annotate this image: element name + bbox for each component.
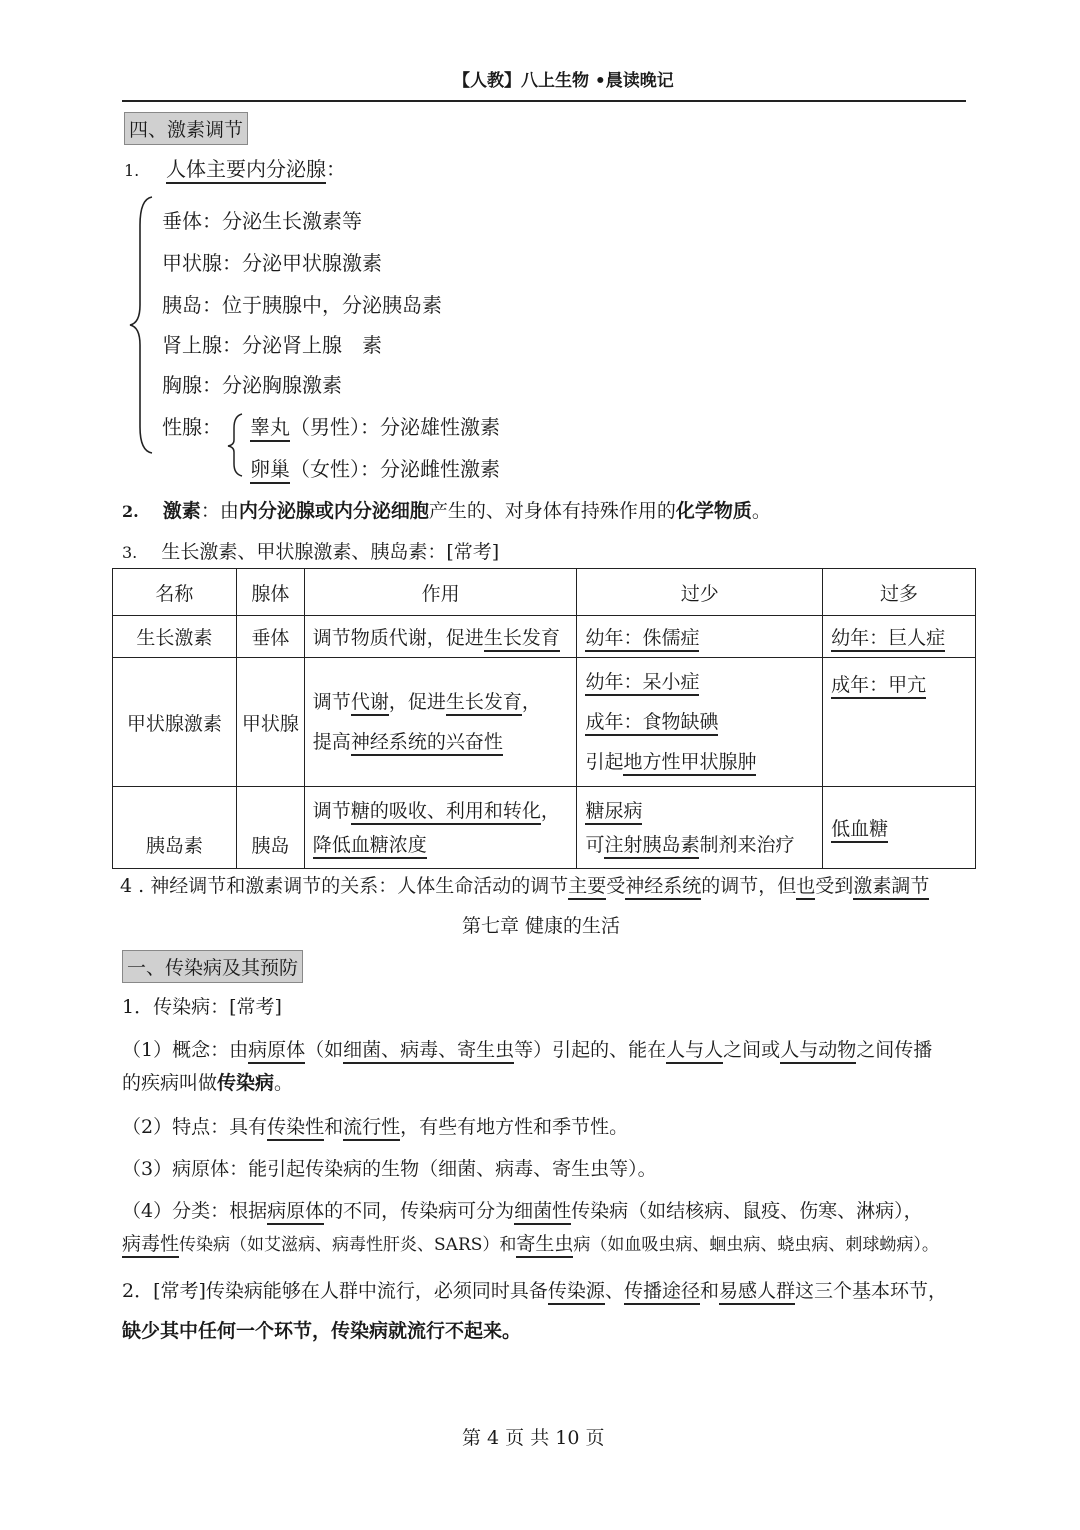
item-1 xyxy=(124,153,346,182)
cell-text: 代谢 xyxy=(351,691,389,716)
item-3-num: 3. xyxy=(122,543,138,562)
item-3-text: 生长激素、甲状腺激素、胰岛素：[常考] xyxy=(161,541,500,563)
para-text: （4）分类：根据 xyxy=(122,1200,268,1222)
page-header-title: 【人教】八上生物 •晨读晚记 xyxy=(453,71,674,91)
para-text: 易感人群 xyxy=(719,1280,795,1305)
header-rule xyxy=(122,100,966,102)
cell-line xyxy=(585,828,814,862)
para-text: 、 xyxy=(604,1280,624,1302)
item-4-text: 4 . 神经调节和激素调节的关系：人体生命活动的调节 xyxy=(120,875,569,897)
sec1-item-2 xyxy=(122,1276,947,1303)
chapter-title: 第七章 健康的生活 xyxy=(462,915,621,937)
item-2 xyxy=(122,496,771,523)
para-text: 传播途径 xyxy=(624,1280,700,1305)
table-cell xyxy=(577,616,823,658)
cell-line xyxy=(313,682,569,722)
table-cell xyxy=(823,616,976,658)
sec1-item-1: 1．传染病：[常考] xyxy=(122,996,282,1018)
item-2-term: 激素 xyxy=(162,500,201,522)
item-2-text: 产生的、对身体有持殊作用的 xyxy=(428,500,676,522)
item-4-text: 也 xyxy=(796,875,815,900)
para-text: 的疾病叫做 xyxy=(122,1072,218,1094)
table-header: 作用 xyxy=(304,569,577,616)
para-text: 传染病（如艾滋病、病毒性肝炎、SARS）和 xyxy=(179,1235,517,1255)
cell-text: 地方性甲状腺肿 xyxy=(623,751,756,776)
sec1-para-1-cont xyxy=(122,1068,293,1095)
cell-text: ， xyxy=(540,799,560,822)
sec1-para-4-cont xyxy=(122,1229,939,1256)
gland-list-item: 肾上腺：分泌肾上腺 素 xyxy=(162,333,382,357)
section-4-title: 四、激素调节 xyxy=(124,112,248,145)
gland-list-item: 垂体：分泌生长激素等 xyxy=(162,209,362,233)
cell-text: 提高 xyxy=(312,731,351,753)
cell-line xyxy=(585,702,814,742)
table-row xyxy=(113,787,976,869)
table-header: 腺体 xyxy=(236,569,304,616)
para-text: 病原体 xyxy=(267,1200,324,1225)
item-1-colon: ： xyxy=(325,157,346,181)
testis-term: 睾丸 xyxy=(250,415,290,442)
cell-text: 注射胰岛素 xyxy=(604,834,699,859)
para-text: 流行性 xyxy=(343,1116,400,1141)
cell-line xyxy=(313,794,569,828)
cell-text: 糖的吸收、利用和转化 xyxy=(351,800,541,825)
para-text: （2）特点：具有 xyxy=(122,1116,268,1138)
gonad-label: 性腺： xyxy=(162,415,222,439)
para-text: （如 xyxy=(305,1039,344,1061)
table-cell: 甲状腺 xyxy=(236,658,304,787)
para-text: 细菌、病毒、寄生虫 xyxy=(343,1039,514,1064)
para-text: 2．[常考]传染病能够在人群中流行，必须同时具备 xyxy=(122,1280,548,1302)
sec1-para-2 xyxy=(122,1112,628,1139)
table-cell: 垂体 xyxy=(236,616,304,658)
table-cell xyxy=(304,787,577,869)
gonad-male xyxy=(250,411,500,440)
table-row xyxy=(113,616,976,658)
cell-text: 调节 xyxy=(312,691,351,713)
cell-line xyxy=(313,828,569,862)
section-1-title: 一、传染病及其预防 xyxy=(122,950,303,983)
item-4-text: 受到 xyxy=(815,875,854,897)
table-row xyxy=(113,658,976,787)
cell-text: 成年：甲亢 xyxy=(831,674,926,699)
cell-line xyxy=(585,794,814,828)
page-footer: 第 4 页 共 10 页 xyxy=(462,1427,605,1449)
cell-text: 可 xyxy=(585,833,605,856)
cell-text: 幼年：呆小症 xyxy=(585,671,699,696)
table-cell xyxy=(304,658,577,787)
cell-line xyxy=(313,722,569,762)
para-text: 寄生虫 xyxy=(516,1233,573,1258)
cell-text: 神经系统的兴奋性 xyxy=(351,731,503,756)
cell-text: ，促进 xyxy=(388,691,446,713)
para-text: 之间或 xyxy=(723,1039,781,1061)
item-1-title: 人体主要内分泌腺 xyxy=(166,157,326,184)
cell-text: 制剂来治疗 xyxy=(699,833,795,856)
gland-list-item: 胰岛：位于胰腺中，分泌胰岛素 xyxy=(162,293,442,317)
para-text: 之间传播 xyxy=(856,1039,933,1061)
sec1-para-4 xyxy=(122,1196,923,1223)
item-4-text: 主要 xyxy=(568,875,606,900)
table-cell xyxy=(304,616,577,658)
item-4-text: 受 xyxy=(606,875,626,897)
cell-text: 幼年：巨人症 xyxy=(831,627,945,652)
cell-text: 糖尿病 xyxy=(585,800,642,825)
cell-line xyxy=(585,662,814,702)
para-text: 病（如血吸虫病、蛔虫病、蛲虫病、刺球蚴病）。 xyxy=(573,1235,939,1255)
hormone-table xyxy=(112,568,976,869)
para-text: （1）概念：由 xyxy=(122,1039,249,1061)
cell-text: 成年：食物缺碘 xyxy=(585,711,718,736)
item-4-text: 神经系统 xyxy=(625,875,701,900)
gonad-female xyxy=(250,453,500,482)
testis-desc: （男性）：分泌雄性激素 xyxy=(290,415,500,439)
cell-text: 调节 xyxy=(312,799,351,822)
cell-text: 引起 xyxy=(585,751,624,773)
gland-list-brace xyxy=(128,195,158,455)
table-cell: 生长激素 xyxy=(113,616,237,658)
table-cell: 甲状腺激素 xyxy=(113,658,237,787)
cell-text: 生长发育 xyxy=(484,627,560,652)
table-cell xyxy=(823,787,976,869)
table-cell xyxy=(577,658,823,787)
ovary-term: 卵巢 xyxy=(250,457,290,484)
item-1-num: 1. xyxy=(124,161,140,180)
item-3 xyxy=(122,537,499,564)
para-text: 传染病（如结核病、鼠疫、伤寒、淋病）， xyxy=(571,1200,923,1222)
table-header: 过多 xyxy=(823,569,976,616)
table-cell xyxy=(823,658,976,787)
sec1-para-1 xyxy=(122,1035,932,1062)
ovary-desc: （女性）：分泌雌性激素 xyxy=(290,457,500,481)
cell-text: 低血糖 xyxy=(831,818,888,843)
item-2-text: ：由 xyxy=(200,500,239,522)
cell-line xyxy=(585,742,814,782)
para-text: 病原体 xyxy=(248,1039,305,1064)
table-header-row xyxy=(113,569,976,616)
para-text: 细菌性 xyxy=(514,1200,571,1225)
para-text: 等）引起的、能在 xyxy=(514,1039,667,1061)
para-text: 的不同，传染病可分为 xyxy=(324,1200,515,1222)
item-4-text: 激素調节 xyxy=(853,875,929,900)
table-cell: 胰岛 xyxy=(236,787,304,869)
cell-text: 幼年：侏儒症 xyxy=(585,627,699,652)
para-text: 病毒性 xyxy=(122,1233,179,1258)
table-header: 名称 xyxy=(113,569,237,616)
cell-text: 降低血糖浓度 xyxy=(313,834,427,859)
para-text: 和 xyxy=(324,1116,344,1138)
table-cell: 胰岛素 xyxy=(113,787,237,869)
table-header: 过少 xyxy=(577,569,823,616)
sec1-para-3: （3）病原体：能引起传染病的生物（细菌、病毒、寄生虫等）。 xyxy=(122,1158,657,1180)
item-2-text: 化学物质 xyxy=(675,500,752,522)
para-text: 。 xyxy=(274,1072,294,1094)
para-text: 人与人 xyxy=(666,1039,723,1064)
item-2-text: 。 xyxy=(751,500,771,522)
item-4 xyxy=(120,871,929,898)
para-text: 这三个基本环节， xyxy=(795,1280,948,1302)
para-text: ，有些有地方性和季节性。 xyxy=(400,1116,629,1138)
para-text: 人与动物 xyxy=(780,1039,856,1064)
gonad-brace xyxy=(226,412,246,478)
cell-text: ， xyxy=(521,691,541,713)
para-text: 传染性 xyxy=(267,1116,324,1141)
para-text: 和 xyxy=(699,1280,719,1302)
cell-text: 调节物质代谢，促进 xyxy=(312,627,484,649)
cell-text: 生长发育 xyxy=(446,691,522,716)
gland-list-item: 甲状腺：分泌甲状腺激素 xyxy=(162,251,382,275)
para-text: 传染源 xyxy=(548,1280,605,1305)
table-cell xyxy=(577,787,823,869)
gland-list-item: 胸腺：分泌胸腺激素 xyxy=(162,373,342,397)
sec1-item-2-cont: 缺少其中任何一个环节，传染病就流行不起来。 xyxy=(122,1320,522,1342)
item-4-text: 的调节，但 xyxy=(701,875,797,897)
item-2-num: 2. xyxy=(122,502,139,521)
item-2-text: 内分泌腺或内分泌细胞 xyxy=(238,500,429,522)
para-text: 传染病 xyxy=(217,1072,275,1094)
